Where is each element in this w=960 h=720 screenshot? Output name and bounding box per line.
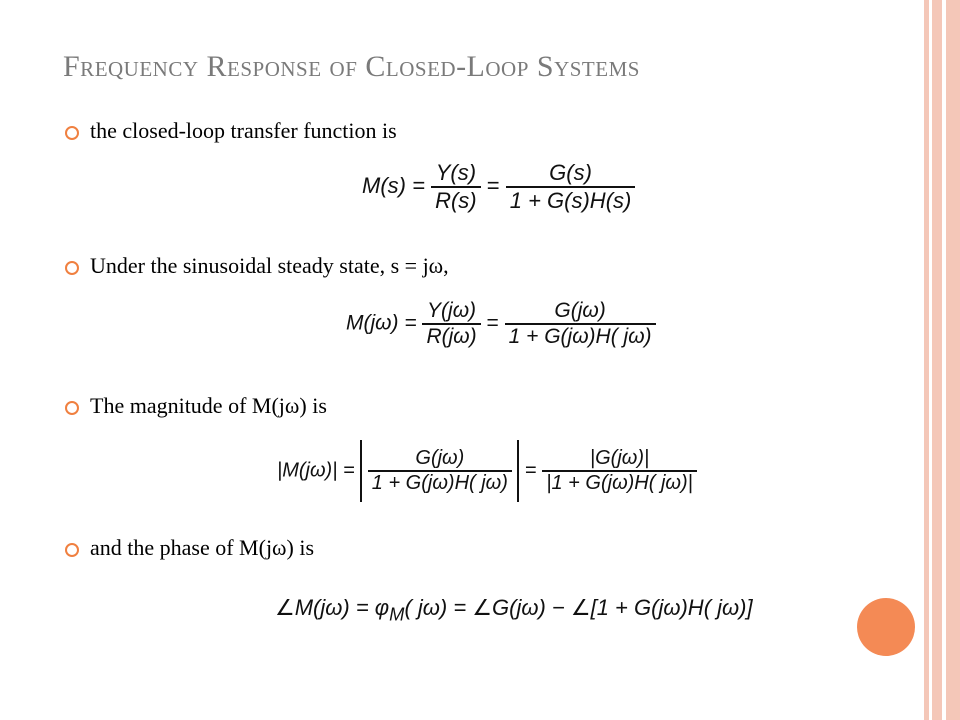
abs-bar bbox=[360, 440, 362, 502]
bullet-circle-icon bbox=[65, 543, 79, 557]
numerator: G(s) bbox=[506, 160, 636, 188]
fraction bbox=[431, 160, 481, 214]
equation-transfer-function bbox=[362, 160, 635, 214]
fraction bbox=[422, 299, 480, 349]
denominator: 1 + G(s)H(s) bbox=[509, 188, 632, 213]
eq-lhs: M(jω) = bbox=[346, 311, 417, 335]
eq-phase-rhs: ( jω) = ∠G(jω) − ∠[1 + G(jω)H( jω)] bbox=[404, 595, 753, 620]
decorative-dot bbox=[857, 598, 915, 656]
bullet-circle-icon bbox=[65, 126, 79, 140]
equals: = bbox=[486, 311, 499, 335]
eq-phase-subscript: M bbox=[389, 603, 405, 625]
numerator: G(jω) bbox=[368, 447, 512, 472]
numerator: |G(jω)| bbox=[542, 447, 697, 472]
bullet-text: the closed-loop transfer function is bbox=[90, 118, 397, 143]
denominator: 1 + G(jω)H( jω) bbox=[508, 325, 652, 348]
fraction bbox=[542, 447, 697, 495]
equation-sinusoidal bbox=[346, 299, 656, 349]
denominator: 1 + G(jω)H( jω) bbox=[371, 472, 508, 494]
denominator: R(s) bbox=[435, 188, 477, 213]
denominator: |1 + G(jω)H( jω)| bbox=[546, 472, 693, 494]
numerator: G(jω) bbox=[505, 299, 656, 325]
eq-lhs: |M(jω)| = bbox=[277, 459, 355, 482]
eq-lhs: M(s) = bbox=[362, 172, 425, 198]
stripe bbox=[932, 0, 942, 720]
fraction bbox=[368, 447, 512, 495]
denominator: R(jω) bbox=[426, 325, 477, 348]
fraction bbox=[506, 160, 636, 214]
decorative-stripes bbox=[920, 0, 960, 720]
equals: = bbox=[525, 459, 537, 482]
stripe bbox=[924, 0, 929, 720]
numerator: Y(s) bbox=[431, 160, 481, 188]
eq-phase-lhs: ∠M(jω) = φ bbox=[275, 595, 390, 620]
bullet-circle-icon bbox=[65, 401, 79, 415]
numerator: Y(jω) bbox=[422, 299, 480, 325]
equals: = bbox=[486, 172, 500, 198]
bullet-text: Under the sinusoidal steady state, s = jω, bbox=[90, 253, 449, 278]
fraction bbox=[505, 299, 656, 349]
abs-bar bbox=[517, 440, 519, 502]
bullet-text: and the phase of M(jω) is bbox=[90, 535, 315, 560]
slide-title: Frequency Response of Closed-Loop Systems bbox=[63, 50, 640, 83]
equation-phase bbox=[275, 595, 753, 625]
stripe bbox=[946, 0, 960, 720]
bullet-circle-icon bbox=[65, 261, 79, 275]
bullet-text: The magnitude of M(jω) is bbox=[90, 393, 327, 418]
equation-magnitude bbox=[277, 440, 697, 502]
